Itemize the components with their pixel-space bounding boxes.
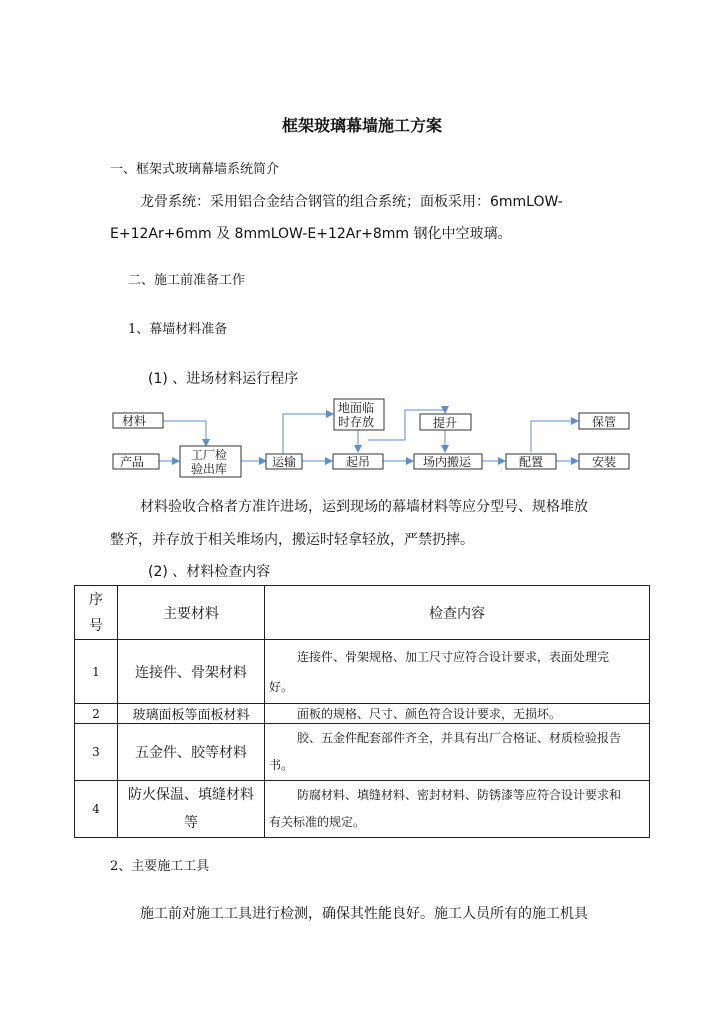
table-cell-content-line-2: 书。 (269, 758, 294, 772)
table-cell-material-line-1: 防火保温、填缝材料 (128, 787, 254, 803)
box-hoist-label: 起吊 (346, 455, 371, 469)
section-1-paragraph-line-2: E+12Ar+6mm 及 8mmLOW-E+12Ar+8mm 钢化中空玻璃。 (110, 226, 512, 242)
table-cell-content (265, 724, 650, 781)
table-cell-no: 1 (75, 640, 118, 704)
section-2-paragraph-line-1: 材料验收合格者方准许进场，运到现场的幕墙材料等应分型号、规格堆放 (140, 499, 588, 515)
table-header-no-2: 号 (89, 617, 103, 634)
section-2-heading: 二、施工前准备工作 (128, 273, 246, 288)
box-storage-label-1: 地面临 (338, 401, 375, 415)
box-lift-label: 提升 (433, 416, 458, 430)
table-cell-content-line-1: 连接件、骨架规格、加工尺寸应符合设计要求，表面处理完 (297, 649, 610, 664)
box-keep-label: 保管 (592, 415, 617, 429)
section-2-paragraph-3: 施工前对施工工具进行检测，确保其性能良好。施工人员所有的施工机具 (140, 906, 588, 922)
section-2-paragraph-line-2: 整齐，并存放于相关堆场内，搬运时轻拿轻放，严禁扔摔。 (110, 532, 474, 548)
table-cell-content (265, 781, 650, 838)
table-header-material: 主要材料 (118, 586, 265, 640)
arrow-material-to-factory (163, 421, 206, 446)
box-install-label: 安装 (592, 455, 617, 469)
box-product-label: 产品 (120, 455, 145, 469)
subsection-1-heading: 1、幕墙材料准备 (128, 322, 228, 337)
table-header-content: 检查内容 (265, 586, 650, 640)
table-header-row (75, 586, 650, 640)
box-factory-label-2: 验出库 (191, 462, 228, 476)
table-cell-material: 玻璃面板等面板材料 (118, 704, 265, 724)
arrow-dispatch-to-keep (531, 421, 578, 452)
table-cell-material (118, 781, 265, 838)
box-material-label: 材料 (122, 414, 147, 428)
table-cell-no: 4 (75, 781, 118, 838)
box-storage-label-2: 时存放 (338, 415, 375, 429)
material-flow-diagram (0, 0, 724, 480)
table-cell-content (265, 640, 650, 704)
subsection-2-heading: 2、主要施工工具 (110, 859, 210, 874)
section-1-heading: 一、框架式玻璃幕墙系统简介 (110, 162, 280, 177)
table-cell-content-line-2: 好。 (269, 679, 294, 694)
table-cell-content (265, 704, 650, 724)
flow-heading: (1) 、进场材料运行程序 (148, 371, 299, 387)
table-header-no (75, 586, 118, 640)
check-heading: (2) 、材料检查内容 (148, 564, 271, 580)
arrow-transport-to-storage (283, 414, 333, 454)
table-cell-no: 3 (75, 724, 118, 781)
box-factory-label-1: 工厂检 (191, 448, 228, 462)
table-cell-content-line-1: 防腐材料、填缝材料、密封材料、防锈漆等应符合设计要求和 (297, 788, 622, 802)
table-row (75, 724, 650, 781)
table-cell-content-line-1: 胶、五金件配套部件齐全，并具有出厂合格证、材质检验报告 (297, 731, 622, 745)
table-row (75, 704, 650, 724)
table-header-no-1: 序 (89, 591, 103, 608)
table-cell-material: 连接件、骨架材料 (118, 640, 265, 704)
table-cell-material-line-2: 等 (184, 815, 198, 831)
page-title: 框架玻璃幕墙施工方案 (281, 116, 442, 135)
table-cell-no: 2 (75, 704, 118, 724)
box-transport-label: 运输 (272, 455, 297, 469)
table-row (75, 640, 650, 704)
table-cell-content-line-1: 面板的规格、尺寸、颜色符合设计要求，无损坏。 (297, 706, 562, 721)
table-row (75, 781, 650, 838)
section-1-paragraph-line-1: 龙骨系统：采用铝合金结合钢管的组合系统；面板采用：6mmLOW- (140, 194, 563, 210)
box-move-in-site-label: 场内搬运 (423, 455, 472, 469)
box-dispatch-label: 配置 (519, 455, 544, 469)
material-check-table (74, 585, 650, 838)
table-cell-content-line-2: 有关标准的规定。 (269, 815, 366, 829)
table-cell-material: 五金件、胶等材料 (118, 724, 265, 781)
